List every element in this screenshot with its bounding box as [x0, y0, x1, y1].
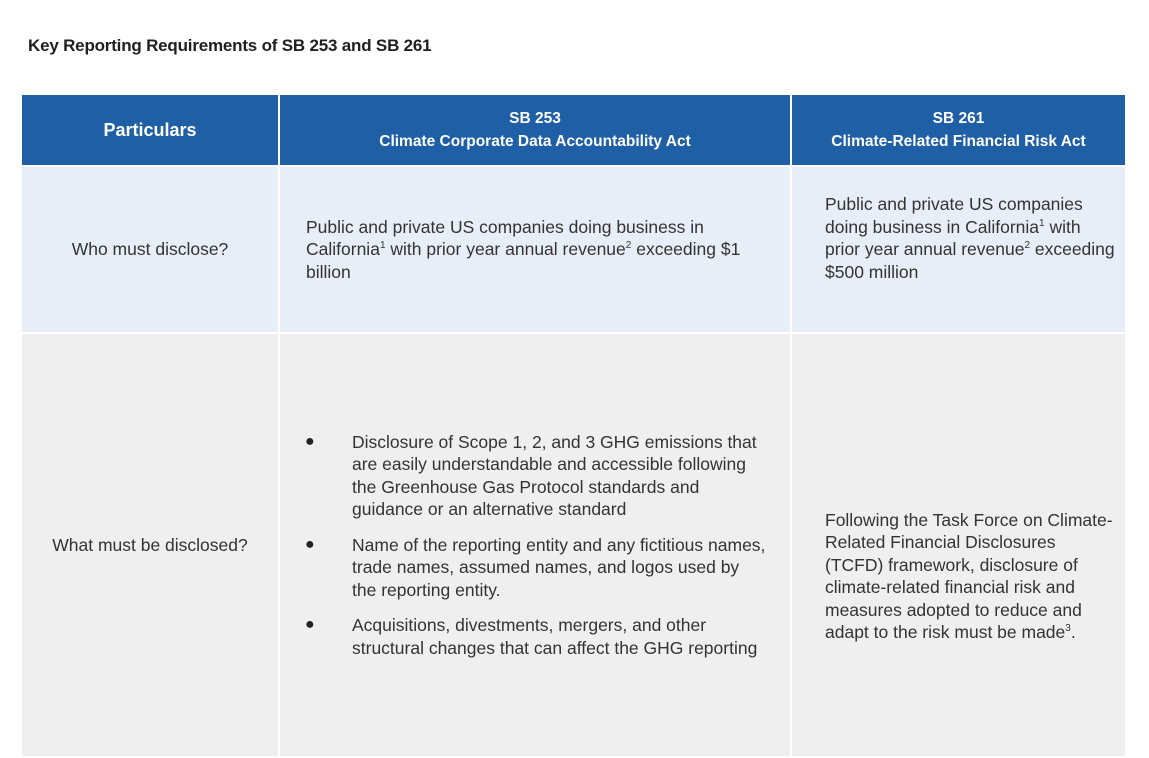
who-sb253-cell — [279, 166, 791, 333]
what-sb261-text-end: . — [1070, 622, 1076, 642]
what-sb253-cell — [279, 333, 791, 757]
header-sb261 — [791, 94, 1126, 166]
footnote-ref-3: 3 — [1065, 623, 1071, 634]
footnote-ref-1: 1 — [379, 240, 386, 252]
header-sb253-code: SB 253 — [509, 110, 561, 127]
who-sb253-text-c: exceeding $1 billion — [306, 239, 741, 282]
header-sb253-name: Climate Corporate Data Accountability Act — [379, 133, 691, 150]
who-sb261-text-b: with prior year annual revenue — [825, 216, 1081, 259]
list-item-text: Acquisitions, divestments, mergers, and other structural changes that can affect the GHG reporting — [352, 615, 758, 658]
table-header-row — [21, 94, 1126, 166]
list-item — [305, 431, 766, 521]
who-sb261-text-a: Public and private US companies doing business in California — [825, 194, 1083, 237]
row-label-who: Who must disclose? — [21, 166, 279, 333]
bullet-icon: ● — [305, 535, 315, 553]
what-sb261-cell — [791, 333, 1126, 757]
header-sb261-code: SB 261 — [932, 110, 985, 127]
page-title: Key Reporting Requirements of SB 253 and SB 261 — [28, 36, 432, 55]
what-sb261-text: Following the Task Force on Climate-Related Financial Disclosures (TCFD) framework, disclosure of climate-related financial risk and measures adopted to reduce and adapt to the risk must be made — [825, 509, 1113, 642]
bullet-icon: ● — [305, 616, 315, 634]
list-item — [305, 534, 766, 602]
table-row-what — [21, 333, 1126, 757]
row-label-what: What must be disclosed? — [21, 333, 279, 757]
footnote-ref-2: 2 — [625, 240, 632, 252]
header-sb253 — [279, 94, 791, 166]
table-row-who — [21, 166, 1126, 333]
who-sb261-cell — [791, 166, 1126, 333]
who-sb261-text-c: exceeding $500 million — [825, 239, 1115, 282]
bullet-icon: ● — [305, 432, 315, 450]
header-sb261-name: Climate-Related Financial Risk Act — [831, 133, 1086, 150]
requirements-table — [20, 93, 1127, 758]
header-particulars: Particulars — [21, 94, 279, 166]
what-sb253-list — [305, 431, 766, 660]
footnote-ref-1: 1 — [1039, 217, 1045, 229]
list-item-text: Name of the reporting entity and any fictitious names, trade names, assumed names, and logos used by the reporting entity. — [352, 534, 766, 600]
list-item-text: Disclosure of Scope 1, 2, and 3 GHG emissions that are easily understandable and accessible following the Greenhouse Gas Protocol standards and guidance or an alternative standard — [352, 431, 757, 520]
who-sb253-text-a: Public and private US companies doing business in California — [306, 216, 704, 260]
who-sb253-text-b: with prior year annual revenue — [385, 239, 626, 260]
footnote-ref-2: 2 — [1024, 240, 1030, 251]
list-item — [305, 614, 766, 659]
